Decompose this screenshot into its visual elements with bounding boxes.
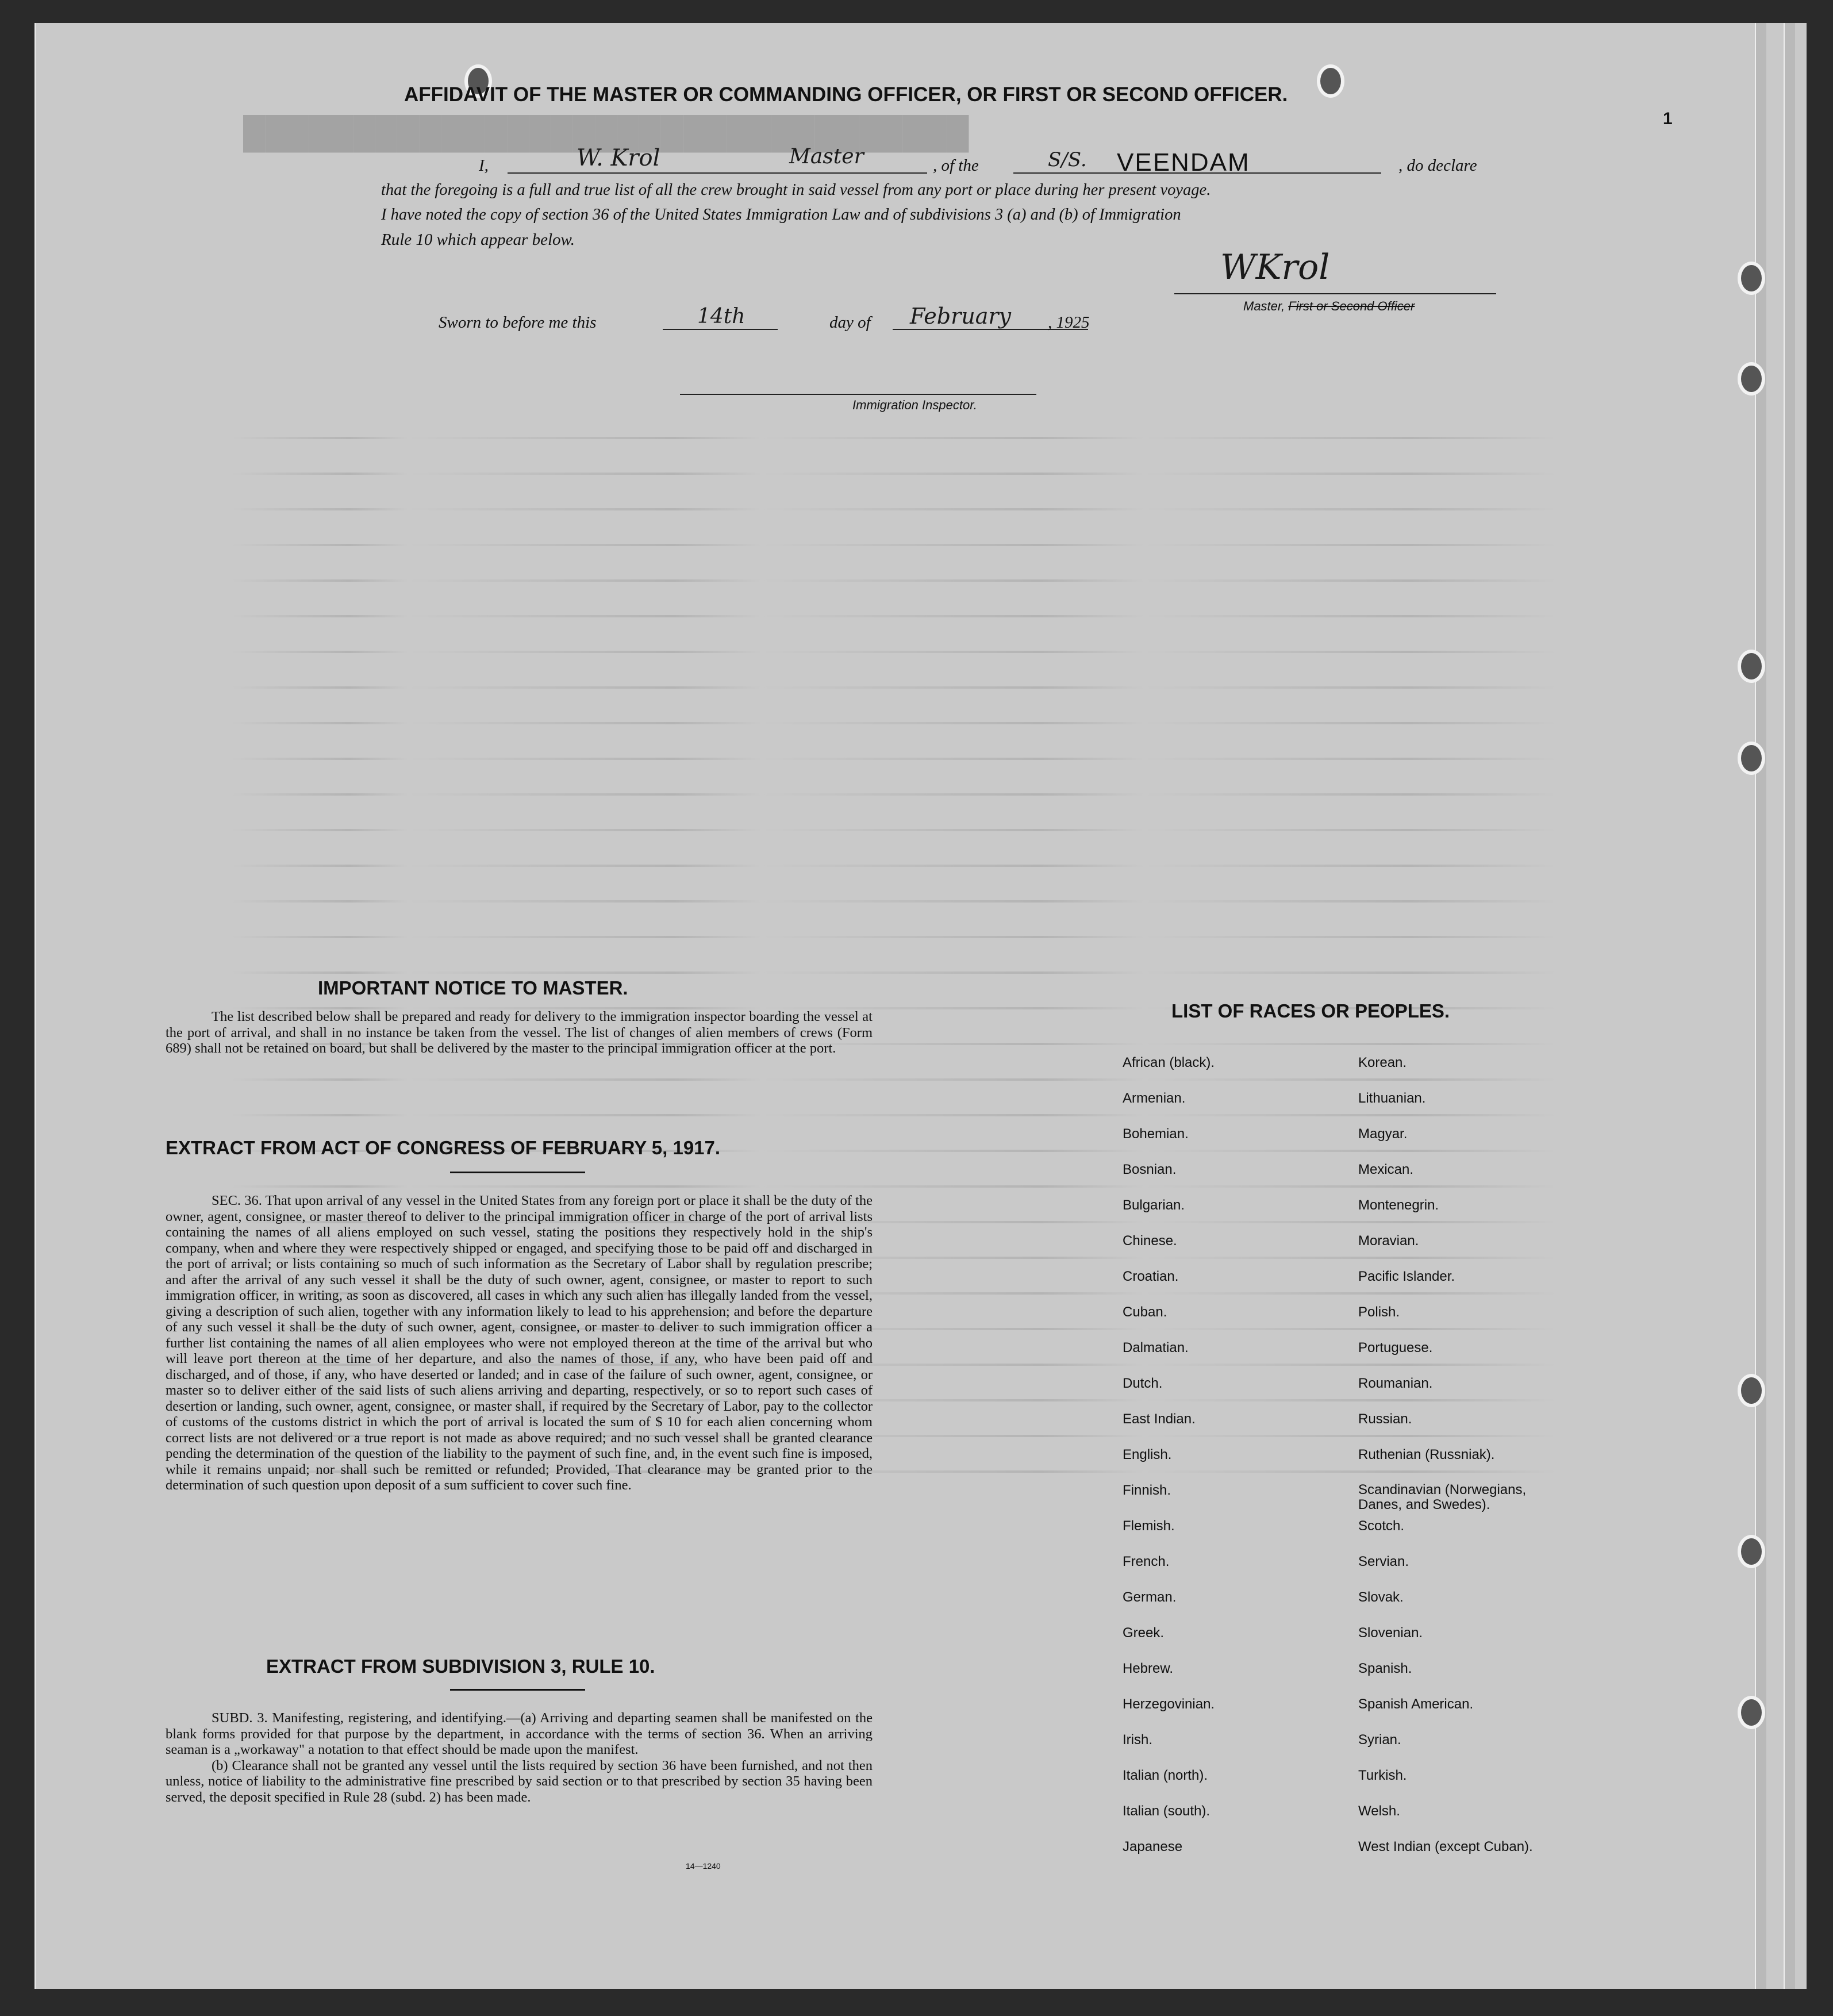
bleed-through-row (232, 1078, 1703, 1081)
race-item: Korean. (1358, 1055, 1407, 1070)
affidavit-i: I, (479, 156, 489, 175)
rule-body: SUBD. 3. Manifesting, registering, and identifying.—(a) Arriving and departing seamen shall be manifested on the blank forms provided for that purpose by the department, in accordance with the terms of section 36. When an arriving seaman is a „workaway" a notation to that effect should be made upon the manifest. (b) Clearance shall not be granted any vessel until the lists required by section 36 have been furnished, and not then unless, notice of liability to the administrative fine prescribed by said section or to that prescribed by section 35 having been served, the deposit specified in Rule 28 (subd. 2) has been made. (166, 1710, 873, 1805)
punch-hole (1738, 362, 1765, 395)
bleed-through-row (232, 900, 1703, 903)
act-title: EXTRACT FROM ACT OF CONGRESS OF FEBRUARY 5, 1917. (166, 1137, 721, 1158)
race-item: Moravian. (1358, 1233, 1419, 1249)
race-item: Flemish. (1123, 1518, 1175, 1534)
of-the-text: , of the (933, 156, 979, 175)
master-name-line (508, 172, 927, 174)
race-item: Slovenian. (1358, 1625, 1423, 1641)
notice-title: IMPORTANT NOTICE TO MASTER. (318, 977, 628, 999)
inspector-caption: Immigration Inspector. (852, 398, 977, 412)
page-number: 1 (1663, 109, 1673, 128)
bleed-through-row (232, 473, 1703, 475)
bleed-through-row (232, 615, 1703, 617)
race-item: Cuban. (1123, 1304, 1167, 1320)
bleed-through-row (232, 508, 1703, 510)
punch-hole (1738, 1696, 1765, 1729)
divider (450, 1689, 585, 1691)
bleed-through-row (232, 722, 1703, 724)
race-item: Hebrew. (1123, 1661, 1174, 1676)
bleed-through-row (232, 544, 1703, 546)
race-item: Croatian. (1123, 1269, 1179, 1284)
sworn-day-line (663, 329, 778, 330)
race-item: Japanese (1123, 1839, 1183, 1854)
bleed-through-row (232, 829, 1703, 831)
page-edge (1784, 23, 1795, 1989)
race-item: Scandinavian (Norwegians, Danes, and Swedes). (1358, 1482, 1527, 1512)
vessel-name: VEENDAM (1117, 148, 1250, 176)
punch-hole (1738, 1374, 1765, 1407)
master-signature: WKrol (1220, 247, 1330, 287)
punch-hole (1738, 1535, 1765, 1568)
inspector-line (680, 394, 1036, 395)
rule-title: EXTRACT FROM SUBDIVISION 3, RULE 10. (266, 1656, 655, 1677)
bleed-through-row (232, 651, 1703, 653)
sworn-day: 14th (697, 305, 746, 328)
race-item: Finnish. (1123, 1483, 1171, 1498)
race-item: African (black). (1123, 1055, 1215, 1070)
master-name: W. Krol (577, 145, 660, 171)
bleed-through-row (232, 1185, 1703, 1188)
bleed-through-row (232, 437, 1703, 439)
master-rank: Master (789, 145, 864, 168)
race-item: Welsh. (1358, 1803, 1400, 1819)
punch-hole (1738, 262, 1765, 295)
race-item: Spanish. (1358, 1661, 1412, 1676)
divider (450, 1172, 585, 1173)
bleed-through-row (232, 936, 1703, 938)
race-item: Greek. (1123, 1625, 1165, 1641)
race-item: German. (1123, 1589, 1177, 1605)
race-item: Pacific Islander. (1358, 1269, 1455, 1284)
act-body: SEC. 36. That upon arrival of any vessel in the United States from any foreign port or place it shall be the duty of the owner, agent, consignee, or master thereof to deliver to the principal immigration officer in charge of the port of arrival lists containing the names of all aliens employed on such vessel, stating the positions they respectively hold in the ship's company, when and where they were respectively shipped or engaged, and specifying those to be paid off and discharged in the port of arrival; or lists containing so much of such information as the Secretary of Labor shall by regulation prescribe; and after the arrival of any such vessel it shall be the duty of such owner, agent, consignee, or master to report to such immigration officer, in writing, as soon as discovered, all cases in which any such alien has illegally landed from the vessel, giving a description of such alien, together with any information likely to lead to his apprehension; and before the departure of any such vessel it shall be the duty of such owner, agent, consignee, or master to deliver to such immigration officer a further list containing the names of all alien employees who were not employed thereon at the time of the arrival but who will leave port thereon at the time of her departure, and also the names of those, if any, who have been paid off and discharged, and of those, if any, who have deserted or landed; and in case of the failure of such owner, agent, consignee, or master so to deliver either of the said lists of such aliens arriving and departing, respectively, or so to report such cases of desertion or landing, such owner, agent, consignee, or master shall, if required by the Secretary of Labor, pay to the collector of customs of the customs district in which the port of arrival is located the sum of $ 10 for each alien concerning whom correct lists are not delivered or a true report is not made as above required; and no such vessel shall be granted clearance pending the determination of the question of the liability to the payment of such fine, and, in the event such fine is imposed, while it remains unpaid; nor shall such be remitted or refunded; Provided, That clearance may be granted prior to the determination of such question upon deposit of a sum sufficient to cover such fine. (166, 1193, 873, 1493)
affidavit-line-2: that the foregoing is a full and true list of all the crew brought in said vessel from any port or place during her present voyage. (381, 181, 1211, 199)
race-item: Herzegovinian. (1123, 1696, 1215, 1712)
affidavit-line-3: I have noted the copy of section 36 of the United States Immigration Law and of subdivisions 3 (a) and (b) of Immigration (381, 206, 1181, 224)
do-declare-text: , do declare (1398, 156, 1477, 175)
bleed-through-row (232, 686, 1703, 689)
race-item: Italian (south). (1123, 1803, 1211, 1819)
race-item: Spanish American. (1358, 1696, 1474, 1712)
race-item: Servian. (1358, 1554, 1409, 1569)
sworn-prefix: Sworn to before me this (439, 313, 597, 332)
sworn-year: , 1925 (1048, 313, 1090, 332)
race-item: Dalmatian. (1123, 1340, 1189, 1355)
race-item: Armenian. (1123, 1090, 1186, 1106)
bleed-through-row (232, 793, 1703, 796)
page-edge (1755, 23, 1766, 1989)
bleed-through-title: █████████████████████████████████ (243, 116, 969, 150)
race-item: English. (1123, 1447, 1172, 1462)
race-item: Ruthenian (Russniak). (1358, 1447, 1495, 1462)
bleed-through-row (232, 758, 1703, 760)
race-item: Magyar. (1358, 1126, 1408, 1142)
race-item: Irish. (1123, 1732, 1153, 1748)
race-item: Scotch. (1358, 1518, 1405, 1534)
document-sheet (34, 23, 1807, 1989)
form-code: 14—1240 (686, 1861, 721, 1871)
race-item: Russian. (1358, 1411, 1412, 1427)
race-item: Portuguese. (1358, 1340, 1433, 1355)
race-item: Slovak. (1358, 1589, 1404, 1605)
race-item: Mexican. (1358, 1162, 1414, 1177)
race-item: Italian (north). (1123, 1768, 1208, 1783)
race-item: Chinese. (1123, 1233, 1177, 1249)
sworn-mid: day of (829, 313, 871, 332)
punch-hole (1738, 650, 1765, 683)
bleed-through-row (232, 579, 1703, 582)
affidavit-title: AFFIDAVIT OF THE MASTER OR COMMANDING OFFICER, OR FIRST OR SECOND OFFICER. (404, 83, 1288, 106)
signature-line (1174, 293, 1496, 294)
race-item: West Indian (except Cuban). (1358, 1839, 1533, 1854)
vessel-prefix: S/S. (1048, 148, 1087, 171)
race-item: French. (1123, 1554, 1170, 1569)
race-item: Montenegrin. (1358, 1197, 1439, 1213)
race-item: Bosnian. (1123, 1162, 1177, 1177)
race-item: Syrian. (1358, 1732, 1401, 1748)
race-item: Polish. (1358, 1304, 1400, 1320)
race-item: Lithuanian. (1358, 1090, 1426, 1106)
bleed-through-row (232, 1114, 1703, 1116)
punch-hole (1317, 64, 1344, 98)
affidavit-line-4: Rule 10 which appear below. (381, 231, 575, 249)
signature-caption: Master, First or Second Officer (1243, 299, 1415, 313)
race-item: Bohemian. (1123, 1126, 1189, 1142)
notice-body: The list described below shall be prepared and ready for delivery to the immigration inspector boarding the vessel at the port of arrival, and shall in no instance be taken from the vessel. The list of changes of alien members of crews (Form 689) shall not be retained on board, but shall be delivered by the master to the principal immigration officer at the port. (166, 1009, 873, 1056)
bleed-through-row (232, 865, 1703, 867)
bleed-through-row (232, 971, 1703, 974)
race-item: East Indian. (1123, 1411, 1196, 1427)
races-title: LIST OF RACES OR PEOPLES. (1171, 1000, 1450, 1022)
race-item: Roumanian. (1358, 1376, 1433, 1391)
sworn-month: February (910, 304, 1012, 329)
race-item: Turkish. (1358, 1768, 1407, 1783)
race-item: Bulgarian. (1123, 1197, 1185, 1213)
race-item: Dutch. (1123, 1376, 1163, 1391)
punch-hole (1738, 742, 1765, 775)
